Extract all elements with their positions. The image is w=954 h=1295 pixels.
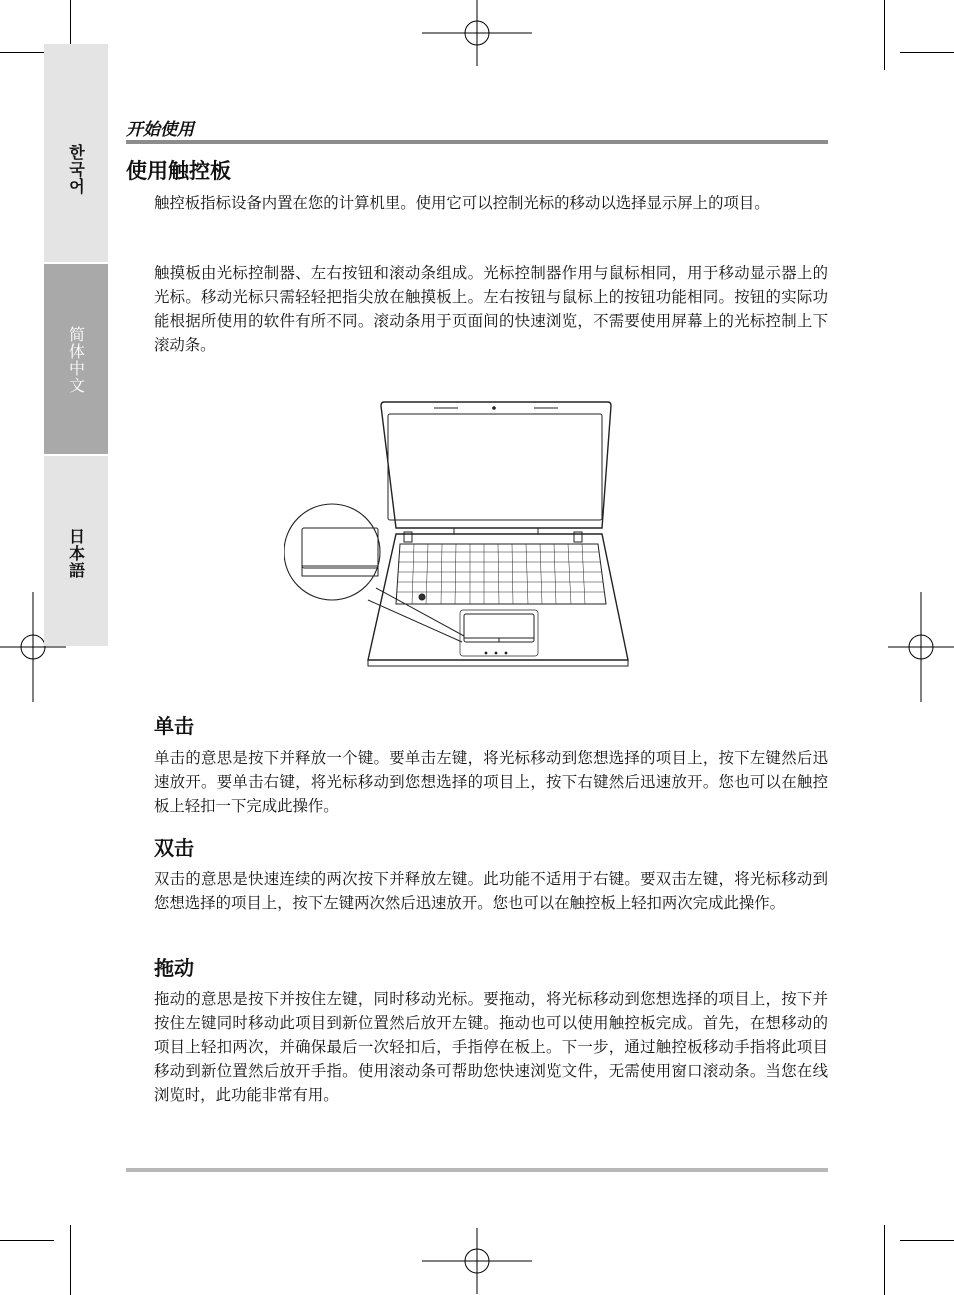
touchpad-intro-paragraph: 触控板指标设备内置在您的计算机里。使用它可以控制光标的移动以选择显示屏上的项目。 — [154, 194, 770, 212]
laptop-touchpad-illustration — [284, 398, 632, 670]
crop-mark — [884, 0, 885, 70]
tab-simplified-chinese-label: 简体中文 — [66, 326, 86, 394]
crop-mark — [70, 1225, 71, 1295]
drag-paragraph: 拖动的意思是按下并按住左键，同时移动光标。要拖动，将光标移动到您想选择的项目上，按下并按住左键同时移动此项目到新位置然后放开左键。拖动也可以使用触控板完成。首先，在想移动的项目上轻扣两次，并确保最后一次轻扣后，手指停在板上。下一步，通过触控板移动手指将此项目移动到新位置然后放开手指。使用滚动条可帮助您快速浏览文件，无需使用窗口滚动条。当您在线浏览时，此功能非常有用。 — [154, 990, 828, 1104]
registration-mark — [888, 592, 954, 702]
crop-mark — [0, 1240, 54, 1241]
single-click-heading: 单击 — [154, 714, 194, 738]
crop-mark — [884, 1225, 885, 1295]
tab-japanese-label: 日本語 — [66, 528, 86, 579]
touchpad-components-paragraph: 触摸板由光标控制器、左右按钮和滚动条组成。光标控制器作用与鼠标相同，用于移动显示器上的光标。移动光标只需轻轻把指尖放在触摸板上。左右按钮与鼠标上的按钮功能相同。按钮的实际功能根据所使用的软件有所不同。滚动条用于页面间的快速浏览，不需要使用屏幕上的光标控制上下滚动条。 — [154, 264, 828, 354]
crop-mark — [900, 1240, 954, 1241]
single-click-paragraph: 单击的意思是按下并释放一个键。要单击左键，将光标移动到您想选择的项目上，按下左键然后迅速放开。要单击右键，将光标移动到您想选择的项目上，按下右键然后迅速放开。您也可以在触控板上轻扣一下完成此操作。 — [154, 749, 828, 815]
double-click-heading: 双击 — [154, 836, 194, 860]
header-rule — [126, 140, 828, 144]
section-header: 开始使用 — [126, 120, 194, 140]
registration-mark — [422, 0, 532, 66]
tab-simplified-chinese[interactable] — [44, 264, 108, 454]
tab-japanese[interactable] — [44, 456, 108, 646]
tab-korean-label: 한국어 — [66, 144, 86, 195]
registration-mark — [422, 1228, 532, 1294]
double-click-paragraph: 双击的意思是快速连续的两次按下并释放左键。此功能不适用于右键。要双击左键，将光标移动到您想选择的项目上，按下左键两次然后迅速放开。您也可以在触控板上轻扣两次完成此操作。 — [154, 870, 828, 912]
footer-rule — [126, 1168, 828, 1172]
tab-korean[interactable] — [44, 44, 108, 262]
page-title: 使用触控板 — [126, 159, 231, 183]
crop-mark — [900, 52, 954, 53]
drag-heading: 拖动 — [154, 956, 194, 980]
